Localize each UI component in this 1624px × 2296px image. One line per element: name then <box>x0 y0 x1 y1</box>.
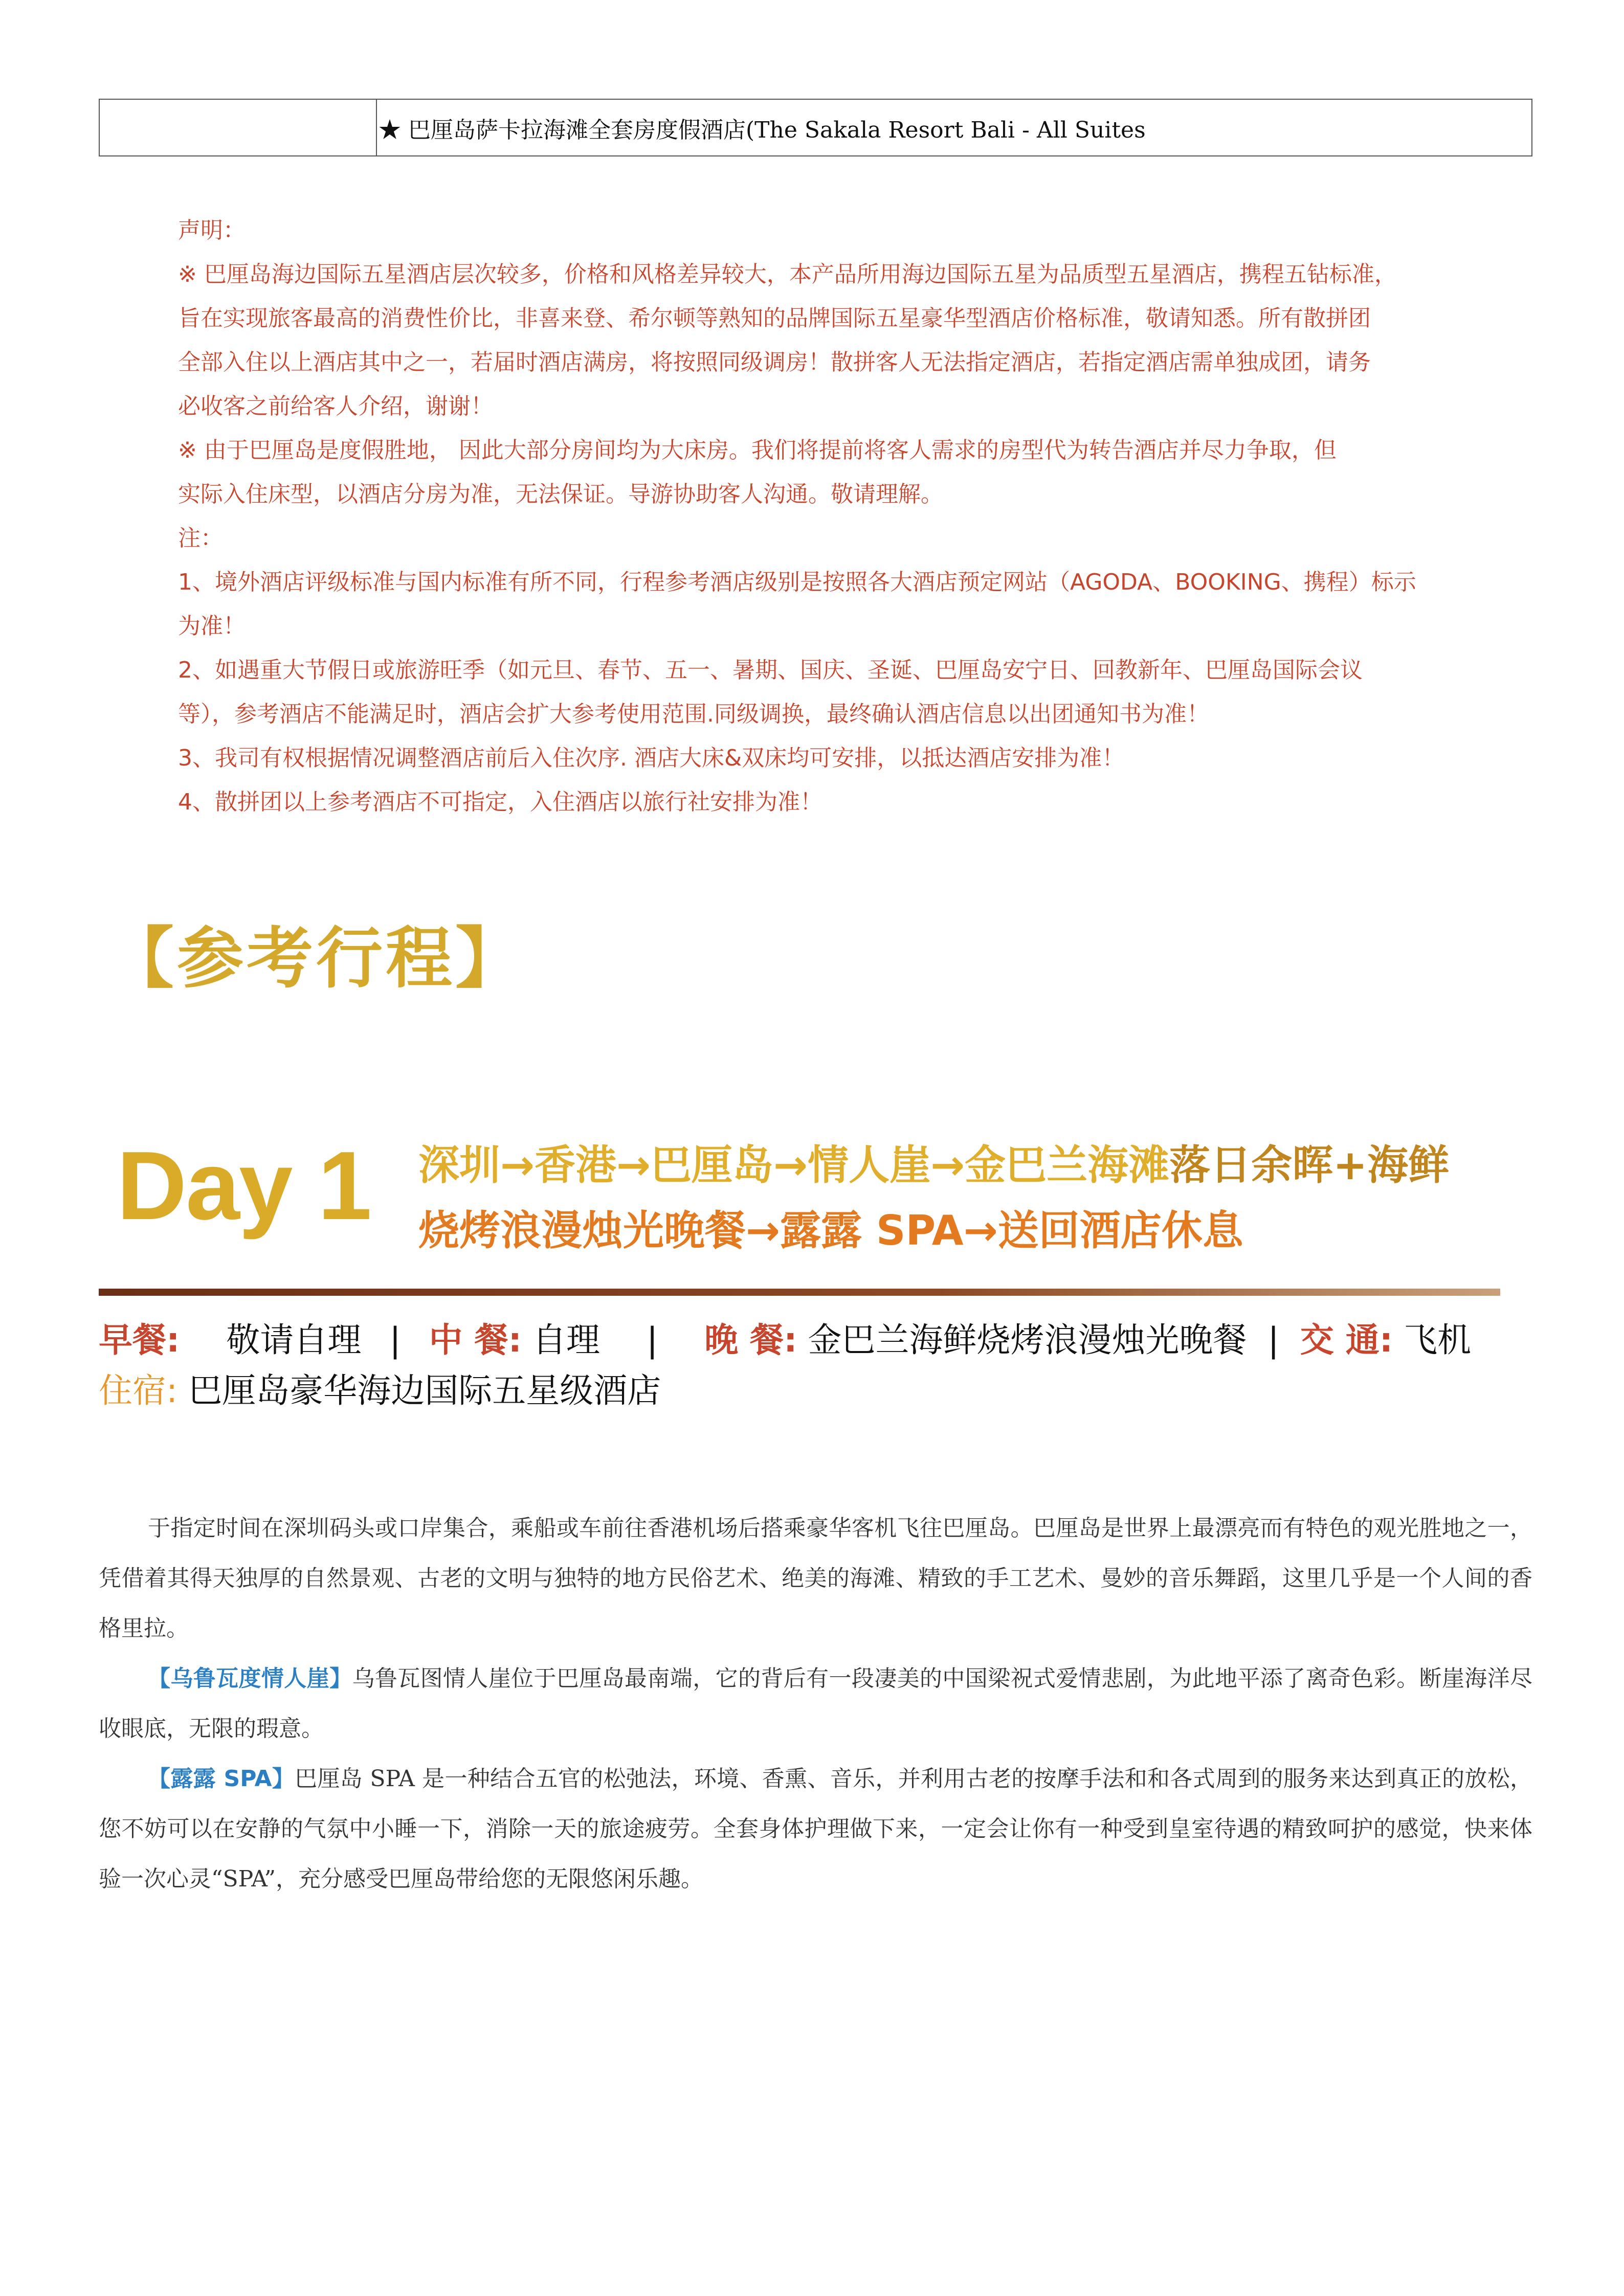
dinner-value: 金巴兰海鲜烧烤浪漫烛光晚餐 <box>808 1320 1247 1360</box>
notice-line: ※ 巴厘岛海边国际五星酒店层次较多，价格和风格差异较大，本产品所用海边国际五星为品质型五星酒店，携程五钻标准， <box>178 261 1397 287</box>
lunch-value: 自理 <box>532 1320 600 1360</box>
lodging-label: 住宿: <box>99 1371 178 1410</box>
lunch-label: 中 餐: <box>429 1320 522 1360</box>
paragraph <box>99 1654 1532 1754</box>
notice-line: ※ 由于巴厘岛是度假胜地， 因此大部分房间均为大床房。我们将提前将客人需求的房型代为转告酒店并尽力争取，但 <box>178 437 1337 463</box>
hotel-notice <box>178 209 1467 824</box>
notice-line: 旨在实现旅客最高的消费性价比，非喜来登、希尔顿等熟知的品牌国际五星豪华型酒店价格标准，敬请知悉。所有散拼团 <box>178 305 1371 331</box>
notice-line: 实际入住床型，以酒店分房为准，无法保证。导游协助客人沟通。敬请理解。 <box>178 481 943 507</box>
notice-line: 3、我司有权根据情况调整酒店前后入住次序. 酒店大床&双床均可安排，以抵达酒店安排为准！ <box>178 745 1125 771</box>
breakfast-value: 敬请自理 <box>226 1320 362 1360</box>
attraction-highlight: 【露露 SPA】 <box>148 1766 295 1792</box>
route-line-2 <box>418 1198 1544 1264</box>
dinner-label: 晚 餐: <box>704 1320 797 1360</box>
day-label: Day 1 <box>117 1132 371 1240</box>
section-heading: 【参考行程】 <box>107 919 525 997</box>
day-route <box>418 1133 1544 1264</box>
lodging-value: 巴厘岛豪华海边国际五星级酒店 <box>188 1371 661 1410</box>
hotel-table <box>99 99 1532 156</box>
day-divider <box>99 1289 1500 1296</box>
separator: | <box>1267 1320 1279 1360</box>
paragraph <box>99 1754 1532 1904</box>
notice-line: 等），参考酒店不能满足时，酒店会扩大参考使用范围.同级调换，最终确认酒店信息以出团通知书为准！ <box>178 701 1209 727</box>
notice-line: 声明： <box>178 217 246 243</box>
separator: | <box>389 1320 401 1360</box>
table-divider <box>376 100 377 155</box>
notice-line: 2、如遇重大节假日或旅游旺季（如元旦、春节、五一、暑期、国庆、圣诞、巴厘岛安宁日、回教新年、巴厘岛国际会议 <box>178 657 1363 683</box>
breakfast-label: 早餐: <box>99 1320 180 1360</box>
route-line-1 <box>418 1133 1544 1198</box>
hotel-name: ★ 巴厘岛萨卡拉海滩全套房度假酒店(The Sakala Resort Bali - All Suites <box>379 117 1146 143</box>
lodging-row <box>99 1366 661 1415</box>
notice-line: 4、散拼团以上参考酒店不可指定，入住酒店以旅行社安排为准！ <box>178 789 822 815</box>
route-segment: 落日余晖+海鲜 <box>1169 1141 1450 1189</box>
separator: | <box>646 1320 658 1360</box>
day-description <box>99 1503 1532 1904</box>
paragraph-text: 巴厘岛 SPA 是一种结合五官的松弛法，环境、香熏、音乐，并利用古老的按摩手法和和各式周到的服务来达到真正的放松，您不妨可以在安静的气氛中小睡一下，消除一天的旅途疲劳。全套身体护理做下来，一定会让你有一种受到皇室待遇的精致呵护的感觉，快来体验一次心灵“SPA”，充分感受巴厘岛带给您的无限悠闲乐趣。 <box>99 1766 1533 1892</box>
route-segment: 深圳→香港→巴厘岛→情人崖→金巴兰海滩 <box>418 1141 1170 1189</box>
transport-value: 飞机 <box>1404 1320 1472 1360</box>
notice-line: 为准！ <box>178 613 246 639</box>
meals-row <box>99 1316 1471 1365</box>
transport-label: 交 通: <box>1300 1320 1393 1360</box>
notice-line: 注： <box>178 525 223 551</box>
notice-line: 必收客之前给客人介绍，谢谢！ <box>178 393 493 419</box>
paragraph-text: 乌鲁瓦图情人崖位于巴厘岛最南端，它的背后有一段凄美的中国梁祝式爱情悲剧，为此地平添了离奇色彩。断崖海洋尽收眼底，无限的瑕意。 <box>99 1665 1532 1742</box>
paragraph: 于指定时间在深圳码头或口岸集合，乘船或车前往香港机场后搭乘豪华客机飞往巴厘岛。巴厘岛是世界上最漂亮而有特色的观光胜地之一，凭借着其得天独厚的自然景观、古老的文明与独特的地方民俗艺术、绝美的海滩、精致的手工艺术、曼妙的音乐舞蹈，这里几乎是一个人间的香格里拉。 <box>99 1515 1532 1641</box>
notice-line: 全部入住以上酒店其中之一，若届时酒店满房，将按照同级调房！散拼客人无法指定酒店，若指定酒店需单独成团，请务 <box>178 349 1371 375</box>
notice-line: 1、境外酒店评级标准与国内标准有所不同，行程参考酒店级别是按照各大酒店预定网站（AGODA、BOOKING、携程）标示 <box>178 569 1416 595</box>
attraction-highlight: 【乌鲁瓦度情人崖】 <box>148 1665 352 1692</box>
route-segment: 烧烤浪漫烛光晚餐→露露 SPA→送回酒店休息 <box>418 1207 1243 1254</box>
